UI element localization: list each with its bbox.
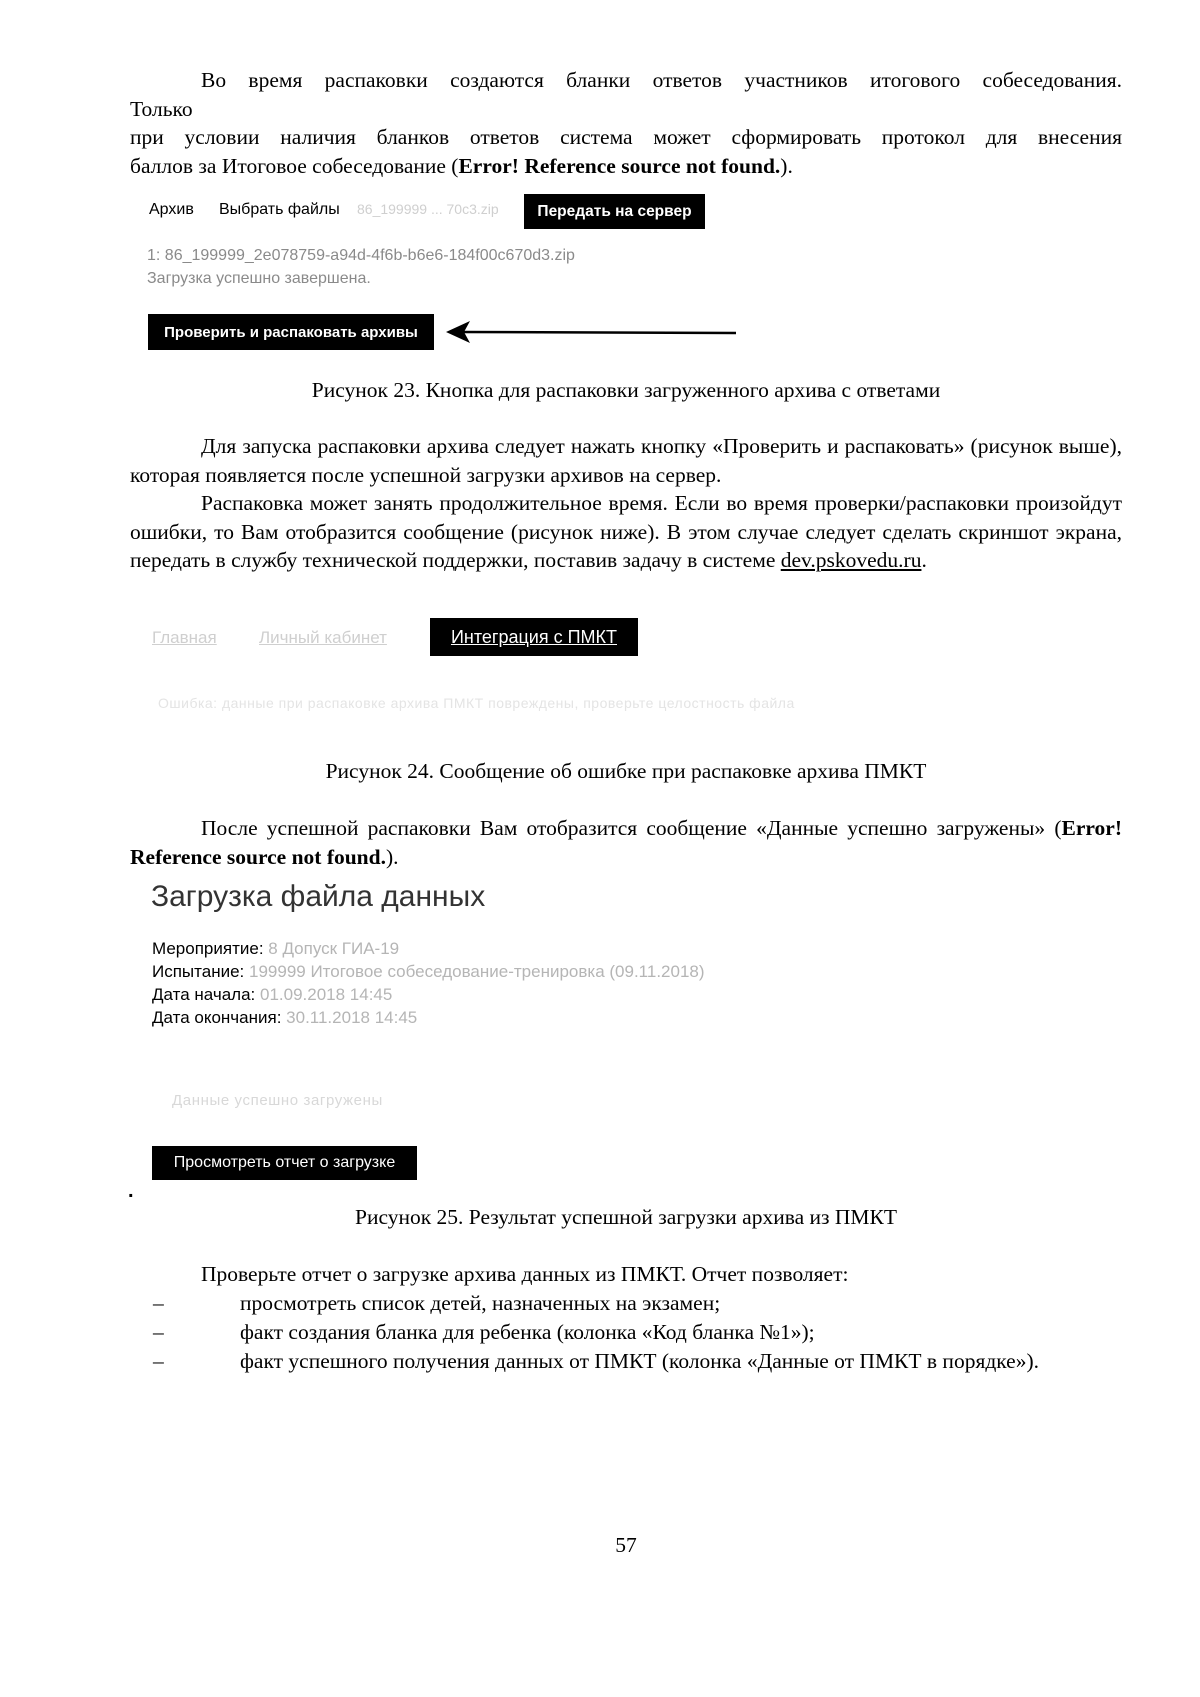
upload-to-server-button[interactable]: Передать на сервер [524, 194, 705, 229]
nav-home[interactable]: Главная [152, 628, 217, 647]
event-label: Мероприятие: [152, 939, 264, 958]
list-dash: – [153, 1349, 164, 1373]
intro-paragraph [130, 66, 1122, 180]
start-date-row [152, 983, 392, 1006]
reference-error-2: Error! Reference source not found. [130, 816, 1122, 869]
selected-file-name: 86_199999 ... 70c3.zip [357, 201, 499, 217]
test-value: 199999 Итоговое собеседование-тренировка (09.11.2018) [249, 962, 705, 981]
intro-line-3: при условии наличия бланков ответов система может сформировать протокол для внесения [130, 125, 1122, 149]
intro-line-2: Только [130, 96, 193, 121]
stray-dot: . [128, 1180, 134, 1202]
list-dash: – [153, 1291, 164, 1315]
choose-files-button[interactable]: Выбрать файлы [219, 201, 340, 218]
arrow-left-icon [446, 319, 738, 345]
test-row [152, 960, 705, 983]
unpack-instruction: Для запуска распаковки архива следует нажать кнопку «Проверить и распаковать» (рисунок выше), которая появляется после успешной загрузки архивов на сервер. [130, 434, 1122, 487]
nav-personal-cabinet[interactable]: Личный кабинет [259, 628, 387, 647]
success-paragraph: После успешной распаковки Вам отобразится сообщение «Данные успешно загружены» (Error! Reference source not found.). [130, 816, 1122, 869]
unpack-paragraph [130, 432, 1122, 575]
end-date-label: Дата окончания: [152, 1008, 282, 1027]
end-date-value: 30.11.2018 14:45 [286, 1008, 418, 1027]
view-upload-report-button[interactable]: Просмотреть отчет о загрузке [152, 1146, 417, 1180]
figure-24-caption: Рисунок 24. Сообщение об ошибке при распаковке архива ПМКТ [325, 759, 927, 783]
support-link[interactable]: dev.pskovedu.ru [780, 548, 922, 572]
figure-23-caption: Рисунок 23. Кнопка для распаковки загруженного архива с ответами [311, 378, 941, 402]
start-date-label: Дата начала: [152, 985, 256, 1004]
event-value: 8 Допуск ГИА-19 [268, 939, 400, 958]
report-intro: Проверьте отчет о загрузке архива данных из ПМКТ. Отчет позволяет: [201, 1262, 849, 1286]
reference-error: Error! Reference source not found. [458, 153, 781, 178]
test-label: Испытание: [152, 962, 245, 981]
data-upload-title: Загрузка файла данных [151, 880, 486, 913]
intro-line-4: баллов за Итоговое собеседование (Error! Reference source not found.). [130, 153, 793, 178]
figure-25-caption: Рисунок 25. Результат успешной загрузки архива из ПМКТ [354, 1205, 897, 1229]
uploaded-file-line: 1: 86_199999_2e078759-a94d-4f6b-b6e6-184f00c670d3.zip [147, 247, 575, 264]
archive-label: Архив [149, 201, 194, 218]
unpack-error-message: Ошибка: данные при распаковке архива ПМКТ повреждены, проверьте целостность файла [158, 695, 795, 711]
check-and-unpack-button[interactable]: Проверить и распаковать архивы [148, 314, 434, 350]
page-number: 57 [615, 1533, 637, 1557]
intro-line-1: Во время распаковки создаются бланки ответов участников итогового собеседования. [201, 68, 1122, 92]
upload-success-message: Данные успешно загружены [172, 1092, 383, 1109]
unpack-errors-text: Распаковка может занять продолжительное время. Если во время проверки/распаковки произойдут ошибки, то Вам отобразится сообщение (рисунок ниже). В этом случае следует сделать скриншот экрана, передать в службу технической поддержки, поставив задачу в системе dev.pskovedu.ru. [130, 491, 1122, 572]
event-row [152, 937, 399, 960]
upload-status-text: Загрузка успешно завершена. [147, 270, 371, 287]
list-dash: – [153, 1320, 164, 1344]
nav-pmkt-integration[interactable]: Интеграция с ПМКТ [430, 618, 638, 656]
start-date-value: 01.09.2018 14:45 [259, 985, 393, 1004]
end-date-row [152, 1006, 417, 1029]
